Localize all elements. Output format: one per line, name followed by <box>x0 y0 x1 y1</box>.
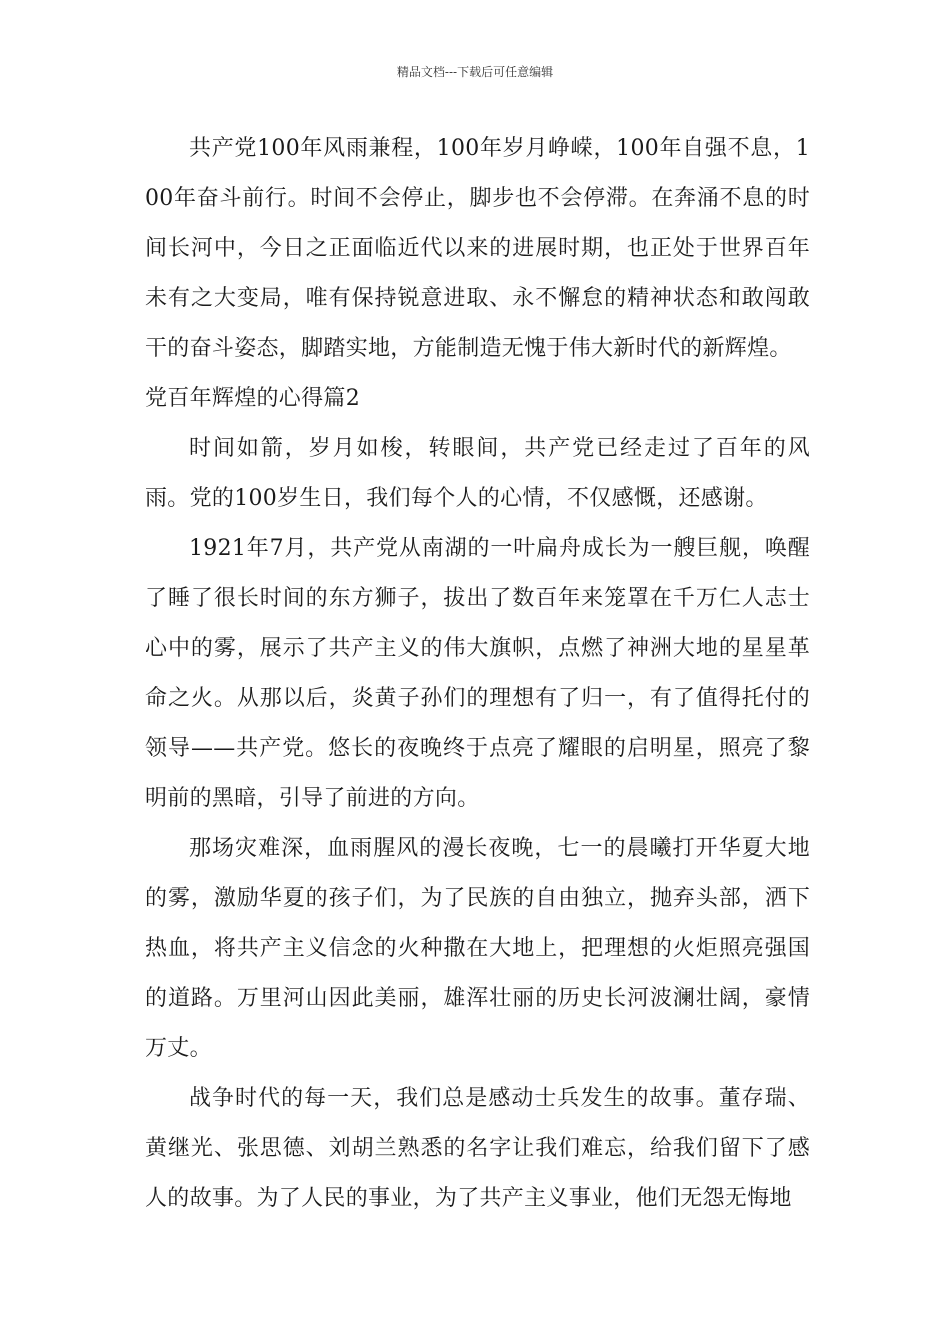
page-header: 精品文档---下载后可任意编辑 <box>396 65 554 79</box>
paragraph-3: 那场灾难深，血雨腥风的漫长夜晚，七一的晨曦打开华夏大地的雾，激励华夏的孩子们，为了民族的自由独立，抛弃头部，洒下热血，将共产主义信念的火种撒在大地上，把理想的火炬照亮强国的道路。万里河山因此美丽，雄浑壮丽的历史长河波澜壮阔，豪情万丈。 <box>145 836 810 1061</box>
paragraph-4: 战争时代的每一天，我们总是感动士兵发生的故事。董存瑞、黄继光、张思德、刘胡兰熟悉的名字让我们难忘，给我们留下了感人的故事。为了人民的事业，为了共产主义事业，他们无怨无悔地 <box>145 1086 810 1211</box>
document-body <box>145 124 810 1224</box>
paragraph-2: 1921年7月，共产党从南湖的一叶扁舟成长为一艘巨舰，唤醒了睡了很长时间的东方狮子，拔出了数百年来笼罩在千万仁人志士心中的雾，展示了共产主义的伟大旗帜，点燃了神洲大地的星星革命之火。从那以后，炎黄子孙们的理想有了归一，有了值得托付的领导——共产党。悠长的夜晚终于点亮了耀眼的启明星，照亮了黎明前的黑暗，引导了前进的方向。 <box>145 536 810 811</box>
section-heading: 党百年辉煌的心得篇2 <box>145 386 360 411</box>
paragraph-1: 时间如箭，岁月如梭，转眼间，共产党已经走过了百年的风雨。党的100岁生日，我们每个人的心情，不仅感慨，还感谢。 <box>145 436 810 511</box>
paragraph-intro: 共产党100年风雨兼程，100年岁月峥嵘，100年自强不息，100年奋斗前行。时间不会停止，脚步也不会停滞。在奔涌不息的时间长河中，今日之正面临近代以来的进展时期，也正处于世界百年未有之大变局，唯有保持锐意进取、永不懈怠的精神状态和敢闯敢干的奋斗姿态，脚踏实地，方能制造无愧于伟大新时代的新辉煌。 <box>145 136 810 361</box>
